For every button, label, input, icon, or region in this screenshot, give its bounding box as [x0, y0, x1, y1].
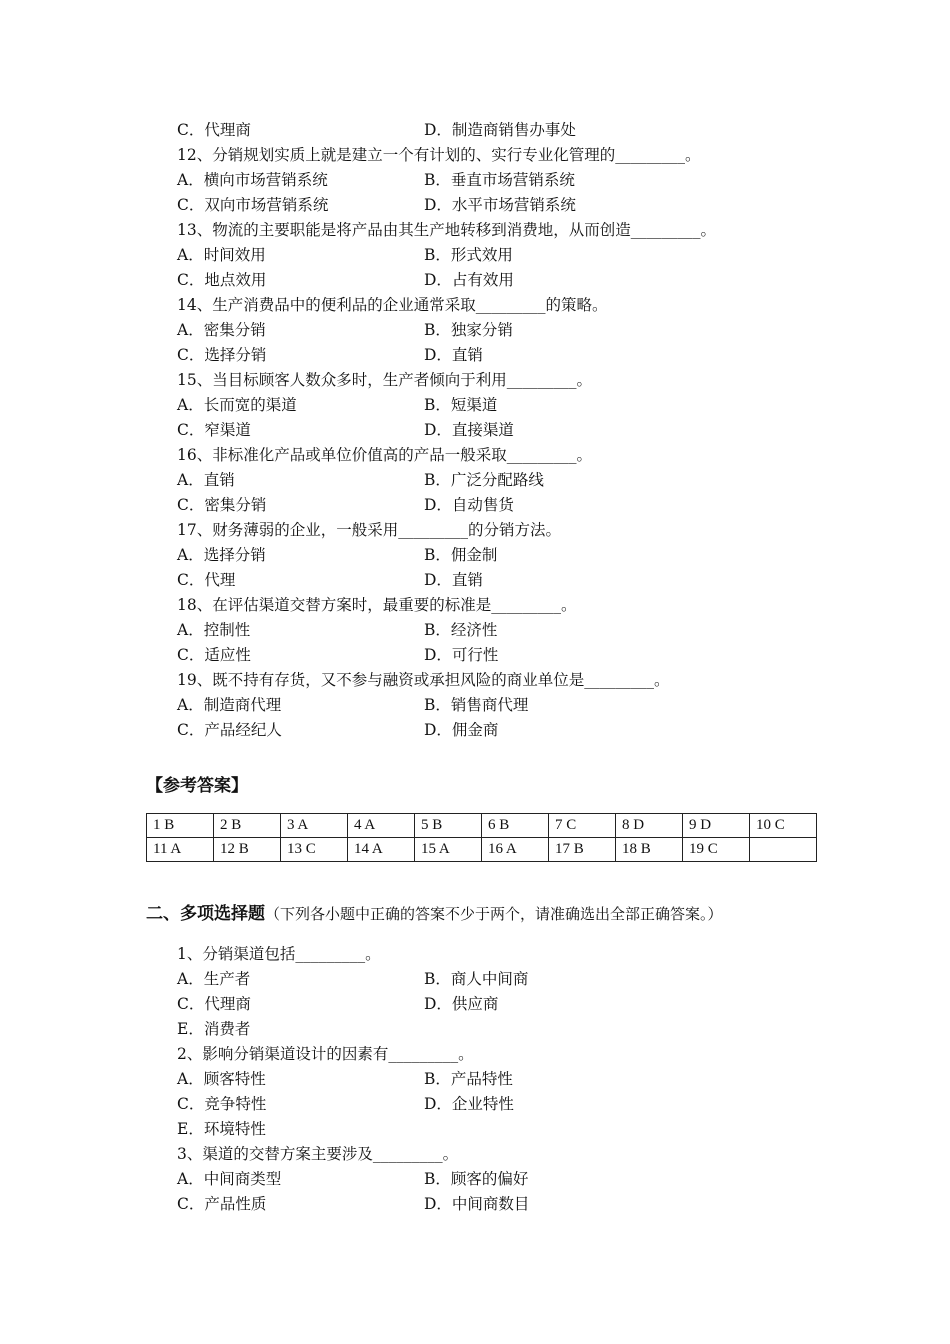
question-stem: 2、影响分销渠道设计的因素有_________。	[177, 1045, 474, 1063]
option-a: A．控制性	[177, 621, 251, 639]
answer-cell: 1 B	[147, 814, 214, 838]
option-row	[177, 1094, 514, 1114]
option-c: C．窄渠道	[177, 421, 251, 439]
option-d: D．制造商销售办事处	[424, 121, 576, 139]
question-stem: 12、分销规划实质上就是建立一个有计划的、实行专业化管理的_________。	[177, 146, 701, 164]
option-b: B．佣金制	[424, 546, 498, 564]
answer-cell: 3 A	[281, 814, 348, 838]
option-b: B．商人中间商	[424, 970, 529, 988]
option-d: D．企业特性	[424, 1095, 514, 1113]
section-note: （下列各小题中正确的答案不少于两个，请准确选出全部正确答案。）	[265, 905, 723, 923]
option-b: B．广泛分配路线	[424, 471, 544, 489]
option-a: A．直销	[177, 471, 235, 489]
option-row	[177, 1069, 513, 1089]
option-b: B．形式效用	[424, 246, 513, 264]
option-row	[177, 470, 544, 490]
option-row	[177, 495, 514, 515]
question-stem: 18、在评估渠道交替方案时，最重要的标准是_________。	[177, 596, 577, 614]
answer-cell: 7 C	[549, 814, 616, 838]
answer-cell: 4 A	[348, 814, 415, 838]
option-b: B．短渠道	[424, 396, 498, 414]
option-c: C．产品性质	[177, 1195, 267, 1213]
option-a: A．横向市场营销系统	[177, 171, 328, 189]
question-stem: 1、分销渠道包括_________。	[177, 945, 381, 963]
question-stem: 15、当目标顾客人数众多时，生产者倾向于利用_________。	[177, 371, 592, 389]
answer-cell: 19 C	[683, 838, 750, 862]
option-c: C．双向市场营销系统	[177, 196, 329, 214]
answer-cell: 18 B	[616, 838, 683, 862]
option-a: A．顾客特性	[177, 1070, 266, 1088]
table-row	[147, 814, 817, 838]
option-c: C．代理商	[177, 995, 251, 1013]
option-d: D．自动售货	[424, 496, 514, 514]
option-row	[177, 345, 483, 365]
option-row	[177, 395, 498, 415]
option-a: A．制造商代理	[177, 696, 282, 714]
option-row	[177, 570, 483, 590]
option-d: D．供应商	[424, 995, 499, 1013]
option-d: D．占有效用	[424, 271, 514, 289]
option-row	[177, 969, 529, 989]
option-c: C．代理	[177, 571, 236, 589]
question-stem: 17、财务薄弱的企业，一般采用_________的分销方法。	[177, 521, 561, 539]
option-b: B．经济性	[424, 621, 498, 639]
option-row	[177, 695, 529, 715]
answer-cell: 17 B	[549, 838, 616, 862]
table-row	[147, 838, 817, 862]
option-row	[177, 1194, 530, 1214]
option-c: C．选择分销	[177, 346, 267, 364]
option-b: B．顾客的偏好	[424, 1170, 529, 1188]
answer-cell: 15 A	[415, 838, 482, 862]
answer-cell: 14 A	[348, 838, 415, 862]
option-c: C．适应性	[177, 646, 251, 664]
option-row	[177, 170, 575, 190]
option-row	[177, 545, 498, 565]
option-a: A．选择分销	[177, 546, 266, 564]
option-a: A．中间商类型	[177, 1170, 282, 1188]
option-d: D．直接渠道	[424, 421, 514, 439]
option-b: B．垂直市场营销系统	[424, 171, 575, 189]
option-d: D．直销	[424, 346, 483, 364]
option-b: B．产品特性	[424, 1070, 513, 1088]
section-title: 二、多项选择题	[146, 904, 265, 924]
option-a: A．时间效用	[177, 246, 266, 264]
option-row	[177, 720, 499, 740]
option-c: C．产品经纪人	[177, 721, 282, 739]
option-row	[177, 245, 513, 265]
option-b: B．销售商代理	[424, 696, 529, 714]
option-a: A．长而宽的渠道	[177, 396, 297, 414]
answer-key-title: 【参考答案】	[146, 776, 248, 796]
option-d: D．佣金商	[424, 721, 499, 739]
answer-cell	[750, 838, 817, 862]
answer-cell: 9 D	[683, 814, 750, 838]
answer-cell: 11 A	[147, 838, 214, 862]
option-c: C．竞争特性	[177, 1095, 267, 1113]
option-row	[177, 1169, 529, 1189]
option-row	[177, 195, 576, 215]
option-d: D．可行性	[424, 646, 499, 664]
option-row	[177, 270, 514, 290]
section-heading	[146, 899, 723, 924]
option-d: D．水平市场营销系统	[424, 196, 576, 214]
option-e: E．消费者	[177, 1020, 251, 1038]
answer-cell: 16 A	[482, 838, 549, 862]
answer-table	[146, 813, 817, 862]
answer-cell: 10 C	[750, 814, 817, 838]
question-stem: 16、非标准化产品或单位价值高的产品一般采取_________。	[177, 446, 592, 464]
answer-cell: 5 B	[415, 814, 482, 838]
option-c: C．密集分销	[177, 496, 267, 514]
option-c: C．地点效用	[177, 271, 267, 289]
option-c: C．代理商	[177, 121, 251, 139]
option-row	[177, 645, 499, 665]
question-stem: 14、生产消费品中的便利品的企业通常采取_________的策略。	[177, 296, 608, 314]
option-b: B．独家分销	[424, 321, 513, 339]
option-d: D．中间商数目	[424, 1195, 530, 1213]
answer-cell: 6 B	[482, 814, 549, 838]
option-row	[177, 320, 513, 340]
option-row	[177, 620, 498, 640]
option-e: E．环境特性	[177, 1120, 266, 1138]
option-row	[177, 120, 576, 140]
option-d: D．直销	[424, 571, 483, 589]
option-row	[177, 420, 514, 440]
answer-cell: 8 D	[616, 814, 683, 838]
question-stem: 13、物流的主要职能是将产品由其生产地转移到消费地，从而创造_________。	[177, 221, 716, 239]
question-stem: 19、既不持有存货，又不参与融资或承担风险的商业单位是_________。	[177, 671, 670, 689]
option-row	[177, 994, 499, 1014]
option-a: A．密集分销	[177, 321, 266, 339]
answer-cell: 12 B	[214, 838, 281, 862]
option-a: A．生产者	[177, 970, 251, 988]
answer-cell: 2 B	[214, 814, 281, 838]
answer-cell: 13 C	[281, 838, 348, 862]
question-stem: 3、渠道的交替方案主要涉及_________。	[177, 1145, 459, 1163]
